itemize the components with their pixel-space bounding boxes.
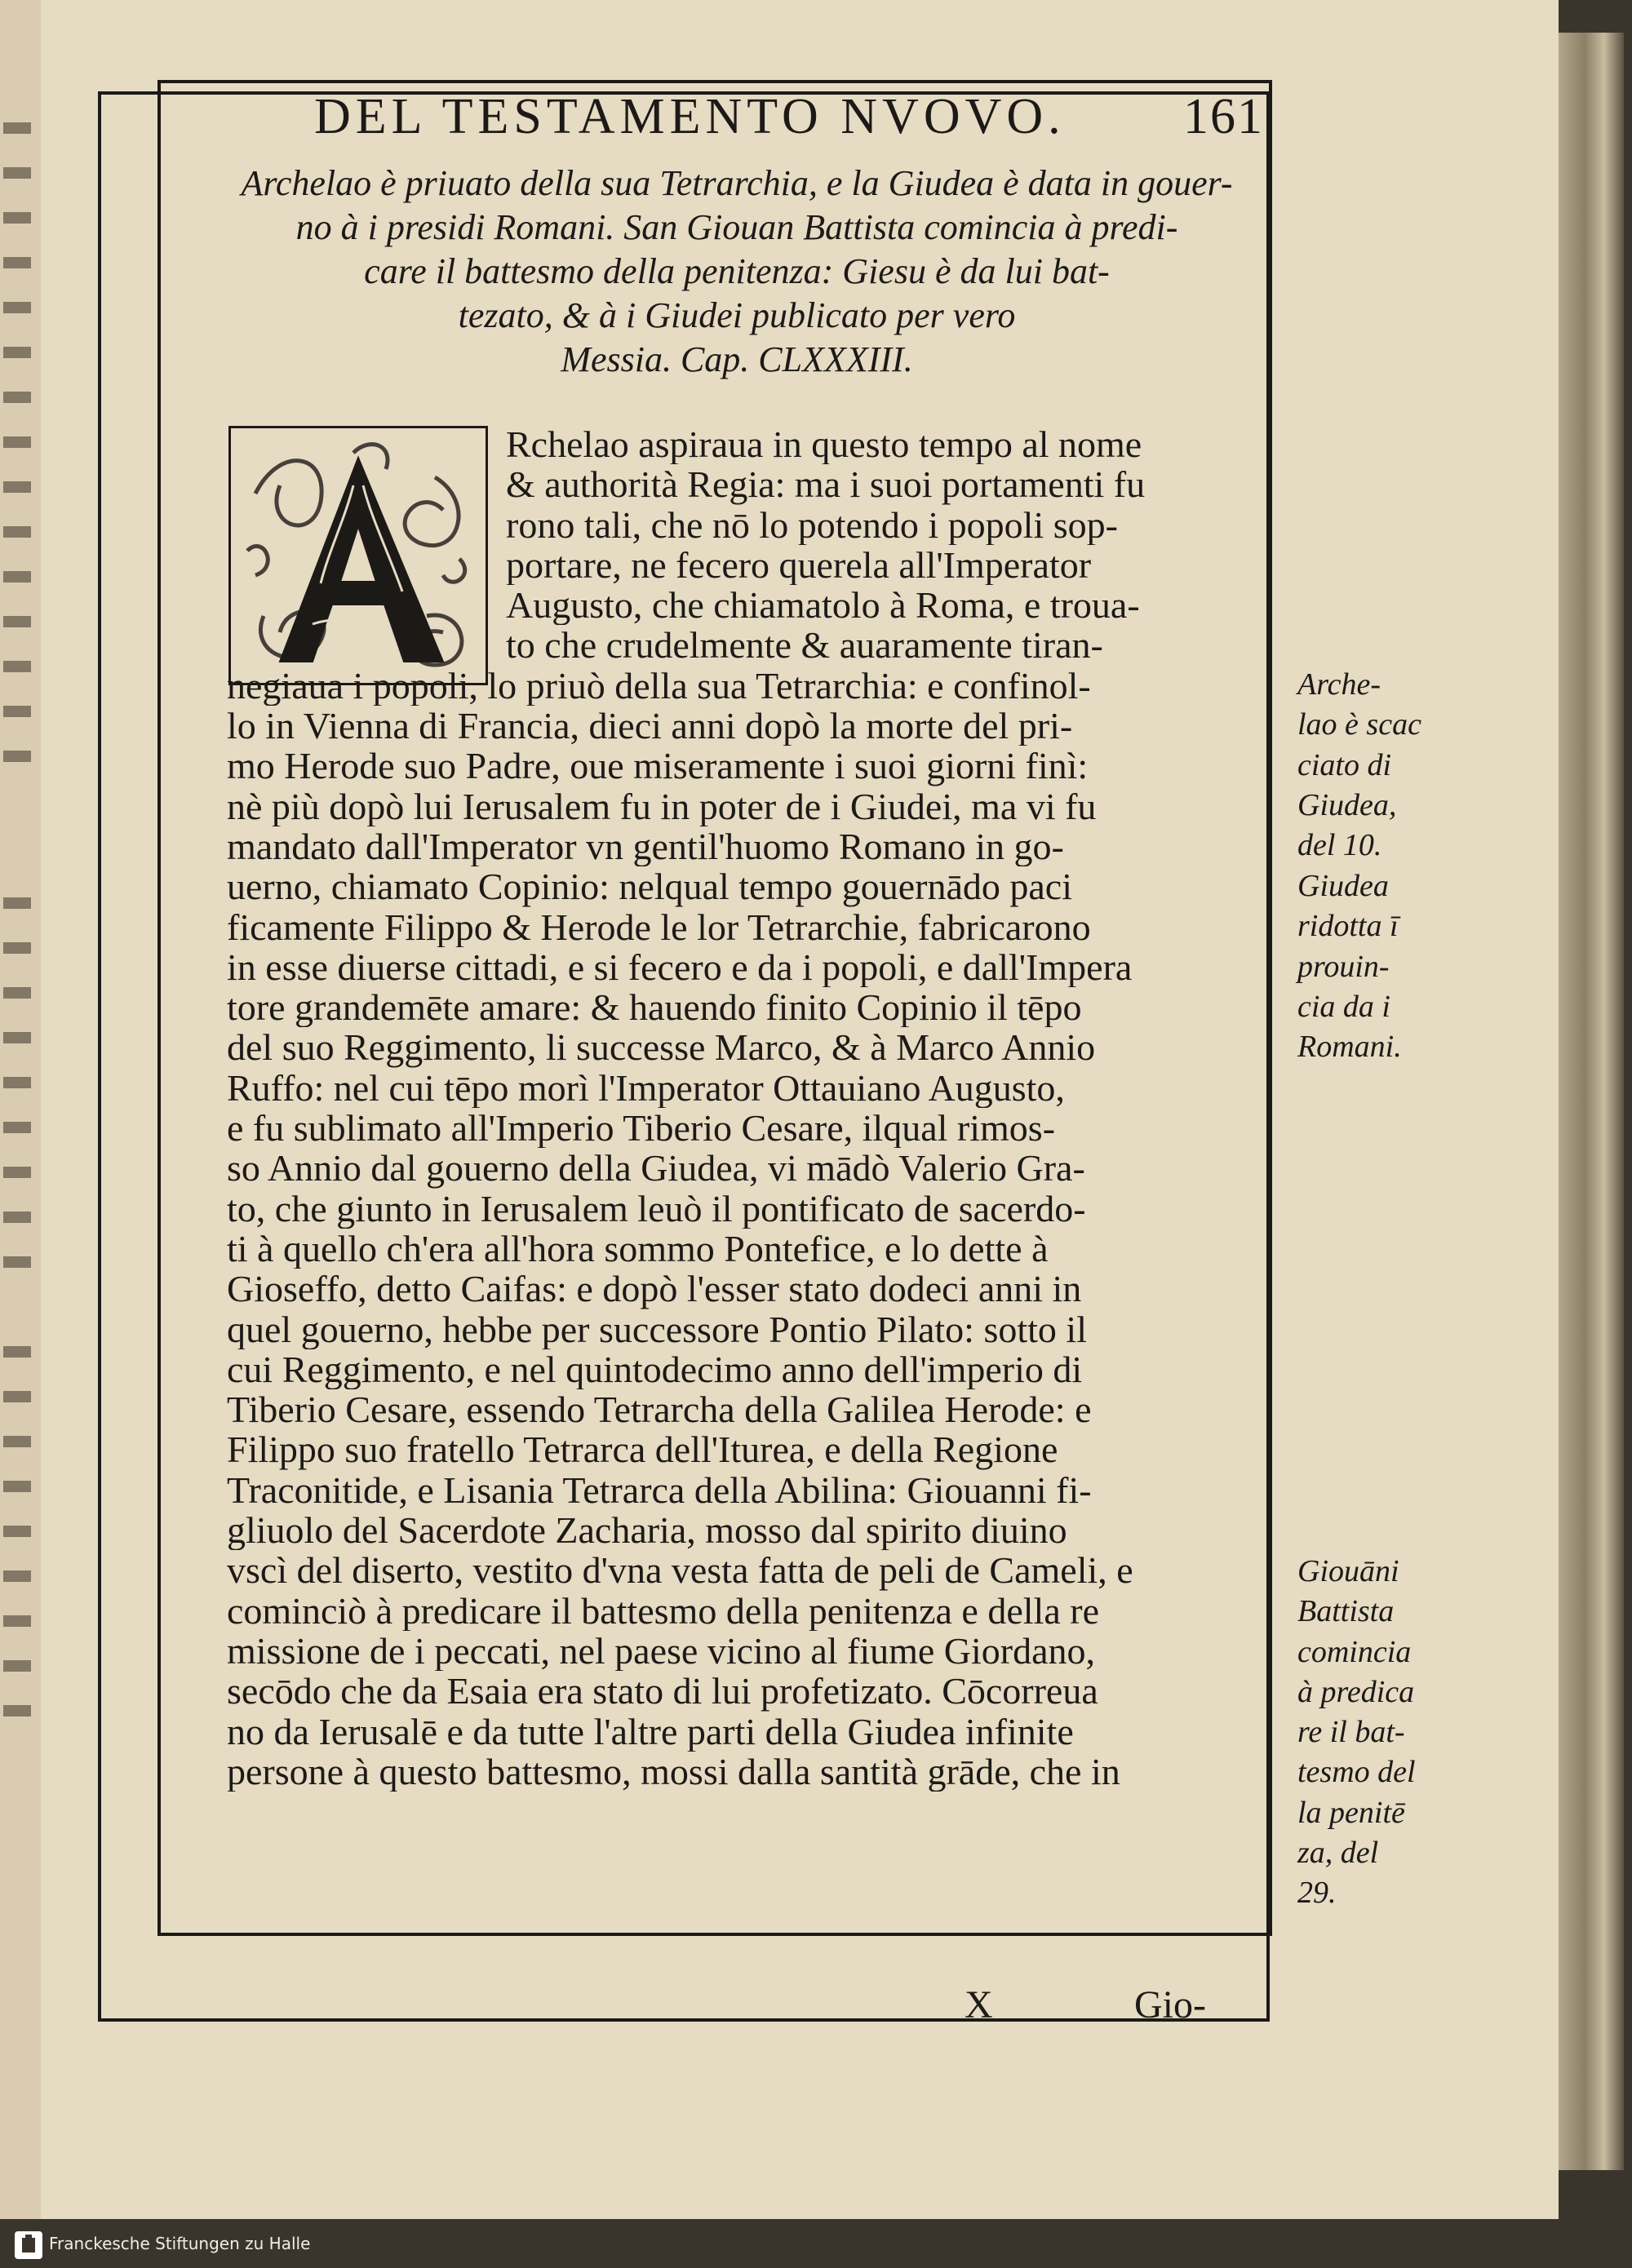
text-line: nè più dopò lui Ierusalem fu in poter de i Giudei, ma vi fu (227, 786, 1097, 826)
facing-text-fragment (3, 436, 31, 448)
margin-note-line: ridotta ī (1297, 909, 1399, 944)
heading-line: Messia. Cap. CLXXXIII. (561, 339, 913, 379)
margin-note-line: Romani. (1297, 1030, 1402, 1065)
facing-text-fragment (3, 1660, 31, 1672)
text-line: uerno, chiamato Copinio: nelqual tempo gouernādo paci (227, 866, 1072, 907)
catchword: Gio- (1134, 1983, 1206, 2027)
text-line: tore grandemēte amare: & hauendo finito Copinio il tēpo (227, 987, 1082, 1028)
text-line: & authorità Regia: ma i suoi portamenti fu (506, 464, 1146, 505)
text-line: in esse diuerse cittadi, e si fecero e da i popoli, e dall'Impera (227, 946, 1133, 988)
facing-text-fragment (3, 1391, 31, 1402)
facing-text-fragment (3, 526, 31, 538)
facing-text-fragment (3, 1570, 31, 1582)
margin-note-giouanni (1297, 1552, 1436, 1914)
margin-note-line: tesmo del (1297, 1755, 1416, 1790)
text-line: vscì del diserto, vestito d'vna vesta fatta de peli de Cameli, e (227, 1550, 1133, 1591)
text-line: ficamente Filippo & Herode le lor Tetrarchie, fabricarono (227, 906, 1091, 947)
footer-credit: Franckesche Stiftungen zu Halle (49, 2234, 311, 2253)
margin-note-line: re il bat- (1297, 1715, 1405, 1750)
text-line: so Annio dal gouerno della Giudea, vi mādò Valerio Gra- (227, 1148, 1085, 1189)
text-line: mandato dall'Imperator vn gentil'huomo Romano in go- (227, 826, 1064, 867)
heading-line: no à i presidi Romani. San Giouan Battista comincia à predi- (295, 207, 1178, 247)
book-page (41, 0, 1559, 2219)
heading-line: care il battesmo della penitenza: Giesu è da lui bat- (364, 251, 1110, 291)
facing-text-fragment (3, 1481, 31, 1492)
text-line: Gioseffo, detto Caifas: e dopò l'esser stato dodeci anni in (227, 1269, 1082, 1309)
facing-text-fragment (3, 347, 31, 358)
facing-text-fragment (3, 392, 31, 403)
page-number: 161 (1183, 89, 1264, 144)
margin-note-line: Battista (1297, 1594, 1395, 1629)
text-line: del suo Reggimento, li successe Marco, & à Marco Annio (227, 1027, 1096, 1068)
institution-logo-icon (15, 2231, 42, 2259)
margin-note-line: Giudea, (1297, 787, 1397, 822)
facing-text-fragment (3, 257, 31, 268)
margin-note-line: ciato di (1297, 747, 1392, 782)
margin-note-line: za, del (1297, 1836, 1379, 1871)
facing-text-fragment (3, 661, 31, 672)
initial-glyph: A (358, 653, 359, 654)
margin-note-line: Giudea (1297, 869, 1389, 903)
facing-text-fragment (3, 1436, 31, 1447)
text-line: to che crudelmente & auaramente tiran- (506, 625, 1103, 666)
facing-text-fragment (3, 616, 31, 627)
facing-text-fragment (3, 1122, 31, 1133)
body-text (227, 424, 1275, 1792)
facing-text-fragment (3, 122, 31, 134)
facing-text-fragment (3, 706, 31, 717)
margin-note-line: à predica (1297, 1674, 1415, 1709)
text-line: cominciò à predicare il battesmo della penitenza e della re (227, 1590, 1099, 1631)
text-line: persone à questo battesmo, mossi dalla santità grāde, che in (227, 1751, 1120, 1792)
facing-text-fragment (3, 1346, 31, 1358)
text-line: gliuolo del Sacerdote Zacharia, mosso dal spirito diuino (227, 1510, 1067, 1551)
facing-text-fragment (3, 1032, 31, 1043)
facing-text-fragment (3, 1212, 31, 1223)
margin-note-line: comincia (1297, 1634, 1412, 1669)
margin-note-giudea (1297, 866, 1436, 1067)
signature-mark: X (965, 1983, 993, 2027)
text-line: rono tali, che nō lo potendo i popoli sop- (506, 504, 1118, 545)
margin-note-archelao (1297, 665, 1436, 866)
facing-text-fragment (3, 571, 31, 583)
facing-text-fragment (3, 1167, 31, 1178)
margin-note-line: la penitē (1297, 1795, 1405, 1830)
margin-note-line: Giouāni (1297, 1554, 1399, 1588)
facing-page-edge (0, 0, 43, 2219)
text-line: Tiberio Cesare, essendo Tetrarcha della Galilea Herode: e (227, 1389, 1092, 1430)
text-line: no da Ierusalē e da tutte l'altre parti della Giudea infinite (227, 1711, 1074, 1752)
facing-text-fragment (3, 987, 31, 999)
facing-text-fragment (3, 897, 31, 909)
text-line: Traconitide, e Lisania Tetrarca della Abilina: Giouanni fi- (227, 1469, 1092, 1511)
running-head-title: DEL TESTAMENTO NVOVO. (314, 89, 1066, 144)
margin-note-line: 29. (1297, 1876, 1337, 1911)
text-line: Ruffo: nel cui tēpo morì l'Imperator Ottauiano Augusto, (227, 1067, 1065, 1109)
chapter-heading (211, 162, 1263, 382)
facing-text-fragment (3, 751, 31, 762)
text-line: Augusto, che chiamatolo à Roma, e troua- (506, 585, 1140, 626)
text-line: missione de i peccati, nel paese vicino al fiume Giordano, (227, 1630, 1096, 1672)
facing-text-fragment (3, 167, 31, 179)
text-line: mo Herode suo Padre, oue miseramente i suoi giorni finì: (227, 746, 1089, 786)
text-line: secōdo che da Esaia era stato di lui profetizato. Cōcorreua (227, 1671, 1098, 1712)
facing-text-fragment (3, 212, 31, 224)
text-line: to, che giunto in Ierusalem leuò il pontificato de sacerdo- (227, 1188, 1086, 1229)
heading-line: Archelao è priuato della sua Tetrarchia, e la Giudea è data in gouer- (241, 163, 1233, 203)
facing-text-fragment (3, 481, 31, 493)
heading-line: tezato, & à i Giudei publicato per vero (458, 295, 1016, 335)
facing-text-fragment (3, 1077, 31, 1088)
text-line: Rchelao aspiraua in questo tempo al nome (506, 424, 1142, 465)
text-line: ti à quello ch'era all'hora sommo Pontefice, e lo dette à (227, 1228, 1049, 1269)
facing-text-fragment (3, 1256, 31, 1268)
text-line: portare, ne fecero querela all'Imperator (506, 544, 1092, 586)
facing-text-fragment (3, 1615, 31, 1627)
margin-note-line: Arche- (1297, 667, 1381, 702)
text-line: cui Reggimento, e nel quintodecimo anno dell'imperio di (227, 1349, 1083, 1390)
facing-text-fragment (3, 1705, 31, 1717)
text-line: negiaua i popoli, lo priuò della sua Tetrarchia: e confinol- (227, 665, 1091, 707)
text-line: lo in Vienna di Francia, dieci anni dopò la morte del pri- (227, 706, 1073, 746)
margin-note-line: prouin- (1297, 949, 1390, 984)
margin-note-line: cia da i (1297, 989, 1390, 1024)
margin-note-line: del 10. (1297, 828, 1382, 863)
margin-note-line: lao è scac (1297, 707, 1421, 742)
text-line: e fu sublimato all'Imperio Tiberio Cesare, ilqual rimos- (227, 1108, 1056, 1149)
text-line: Filippo suo fratello Tetrarca dell'Iturea, e della Regione (227, 1429, 1058, 1470)
page-edges (1559, 33, 1624, 2170)
text-line: quel gouerno, hebbe per successore Pontio Pilato: sotto il (227, 1309, 1087, 1349)
facing-text-fragment (3, 1526, 31, 1537)
facing-text-fragment (3, 942, 31, 954)
facing-text-fragment (3, 302, 31, 313)
